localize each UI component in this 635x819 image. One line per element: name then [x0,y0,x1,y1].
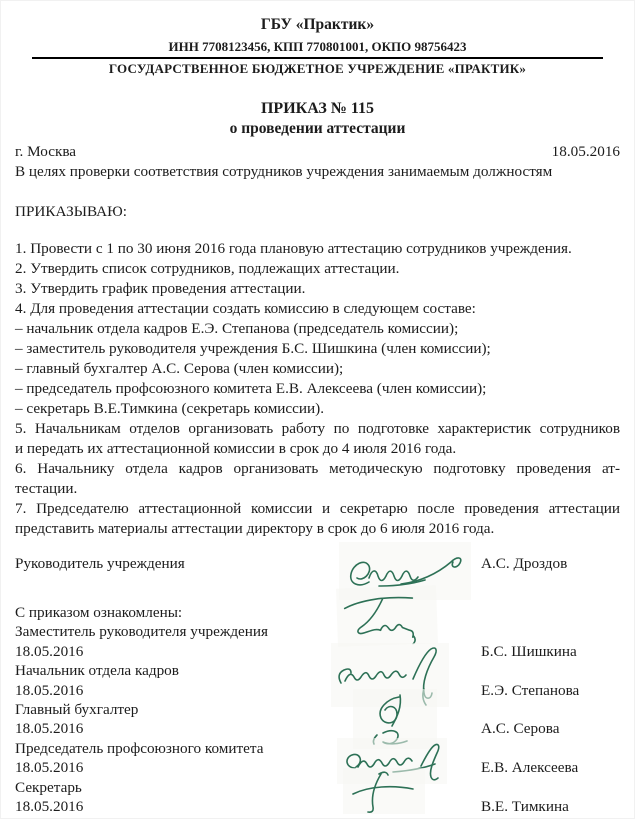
acknowledgement-entry [15,778,620,817]
acknowledgement-rows [15,622,620,816]
order-item-line: 4. Для проведения аттестации создать комиссию в следующем составе: [15,300,476,317]
ack-date: 18.05.2016 [15,681,84,699]
ack-name: Е.Э. Степанова [481,681,580,699]
ack-role: Председатель профсоюзного комитета [15,739,264,757]
acknowledgement-entry [15,700,620,739]
ack-role: Секретарь [15,778,82,796]
acknowledgement-entry [15,739,620,778]
order-item-line: 2. Утвердить список сотрудников, подлежащих аттестации. [15,260,400,277]
order-subject: о проведении аттестации [229,120,406,137]
order-item-line: – секретарь В.Е.Тимкина (секретарь комиссии). [15,400,325,417]
ack-role: Начальник отдела кадров [15,662,179,680]
ack-name: А.С. Серова [481,720,560,738]
decree-word: ПРИКАЗЫВАЮ: [15,203,127,220]
order-item-line: 7. Председателю аттестационной комиссии и секретарю после проведения аттестации [15,500,620,517]
order-title: ПРИКАЗ № 115 [260,100,375,117]
city-label: г. Москва [15,143,77,160]
ack-name: Б.С. Шишкина [481,642,577,660]
order-item-line: и передать их аттестационной комиссии в срок до 4 июля 2016 года. [15,440,457,457]
order-item-line: – начальник отдела кадров Е.Э. Степанова (председатель комиссии); [15,320,459,337]
ack-name: Е.В. Алексеева [481,759,579,777]
ack-role: Главный бухгалтер [15,701,139,719]
order-item-line: 5. Начальникам отделов организовать работу по подготовке характеристик сотрудников [15,420,620,437]
timkina-signature [343,768,425,814]
org-full-name: ГОСУДАРСТВЕННОЕ БЮДЖЕТНОЕ УЧРЕЖДЕНИЕ «ПРАКТИК» [108,61,527,76]
acknowledgements-block [15,603,620,816]
order-items [15,239,620,539]
ack-role: Заместитель руководителя учреждения [15,623,269,641]
order-item-line: 6. Начальнику отдела кадров организовать методическую подготовку проведения ат- [15,460,620,477]
acknowledged-heading: С приказом ознакомлены: [15,604,183,621]
org-requisites: ИНН 7708123456, КПП 770801001, ОКПО 98756423 [168,39,467,54]
ack-date: 18.05.2016 [15,759,84,777]
order-date: 18.05.2016 [551,143,620,160]
shishkina-signature [336,585,438,646]
ack-date: 18.05.2016 [15,720,84,738]
meta-row [15,142,620,162]
director-role: Руководитель учреждения [15,555,185,572]
order-item-line: – председатель профсоюзного комитета Е.В. Алексеева (член комиссии); [15,380,487,397]
director-name: А.С. Дроздов [481,555,568,572]
preamble: В целях проверки соответствия сотрудников учреждения занимаемым должностям [15,163,553,180]
order-item-line: 1. Провести с 1 по 30 июня 2016 года плановую аттестацию сотрудников учреждения. [15,240,572,257]
order-item-line: представить материалы аттестации директору в срок до 6 июля 2016 года. [15,520,495,537]
order-item-line: – главный бухгалтер А.С. Серова (член комиссии); [15,360,344,377]
acknowledgement-entry [15,622,620,661]
org-name: ГБУ «Практик» [260,16,375,33]
ack-name: В.Е. Тимкина [481,798,569,816]
header-divider [32,57,603,59]
order-item-line: тестации. [15,480,78,497]
director-sign-row [15,554,620,574]
ack-date: 18.05.2016 [15,642,84,660]
order-item-line: 3. Утвердить график проведения аттестации. [15,280,306,297]
acknowledgement-entry [15,661,620,700]
order-item-line: – заместитель руководителя учреждения Б.С. Шишкина (член комиссии); [15,340,491,357]
ack-date: 18.05.2016 [15,798,84,816]
